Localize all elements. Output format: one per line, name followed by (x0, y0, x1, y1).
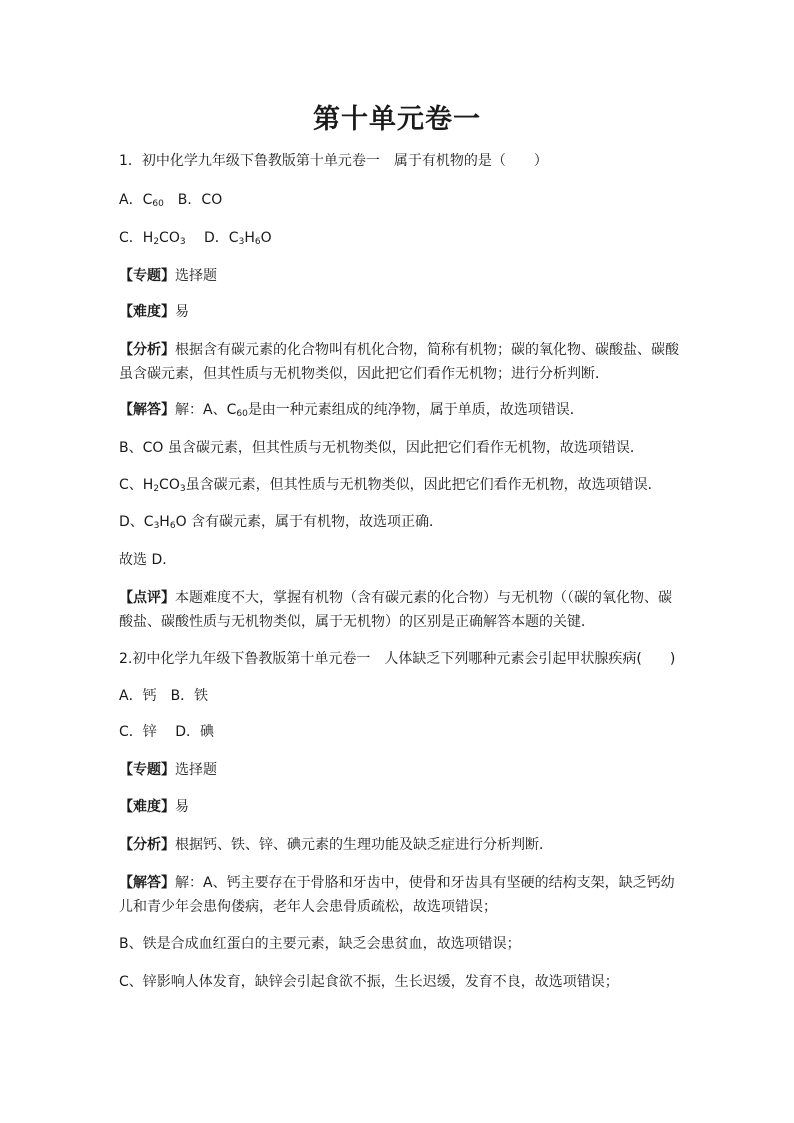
option-c-subscript: 2 (153, 237, 160, 247)
option-d-subscript: 3 (238, 237, 245, 247)
question-2-stem: 2.初中化学九年级下鲁教版第十单元卷一 人体缺乏下列哪种元素会引起甲状腺疾病( ) (119, 651, 676, 667)
analysis-tag: 【分析】 (119, 837, 175, 853)
answer-text: CO (159, 477, 180, 493)
difficulty-value: 易 (175, 799, 189, 815)
answer-subscript: 2 (153, 484, 160, 494)
analysis-tag: 【分析】 (119, 342, 175, 358)
question-1-comment-line-1 (119, 586, 679, 611)
question-2-answer-a-line-1 (119, 871, 679, 896)
question-2-answer-c: C、锌影响人体发育，缺锌会引起食欲不振，生长迟缓，发育不良，故选项错误； (119, 974, 619, 990)
answer-text: 解：A、C (175, 402, 237, 418)
answer-text: C、H (119, 477, 154, 493)
option-d-text: O (260, 230, 272, 246)
topic-value: 选择题 (175, 268, 217, 284)
question-2-answer-a-line-2: 儿和青少年会患佝偻病，老年人会患骨质疏松，故选项错误； (119, 899, 497, 915)
question-1-difficulty (119, 300, 679, 325)
analysis-text: 根据含有碳元素的化合物叫有机化合物，简称有机物；碳的氧化物、碳酸盐、碳酸 (175, 342, 679, 358)
question-1-stem: 1．初中化学九年级下鲁教版第十单元卷一 属于有机物的是（ ） (119, 153, 548, 169)
analysis-text: 根据钙、铁、锌、碘元素的生理功能及缺乏症进行分析判断． (175, 837, 553, 853)
page-title: 第十单元卷一 (313, 104, 481, 135)
question-2-answer-b: B、铁是合成血红蛋白的主要元素，缺乏会患贫血，故选项错误； (119, 936, 521, 952)
option-a-text: A．C (119, 192, 153, 208)
option-d-text: H (244, 230, 255, 246)
question-1-options-ab (119, 188, 679, 213)
difficulty-value: 易 (175, 304, 189, 320)
question-1-analysis-line-2: 虽含碳元素，但其性质与无机物类似，因此把它们看作无机物；进行分析判断． (119, 366, 609, 382)
difficulty-tag: 【难度】 (119, 799, 175, 815)
question-2-topic (119, 758, 679, 783)
answer-subscript: 3 (179, 484, 186, 494)
comment-tag: 【点评】 (119, 590, 175, 606)
answer-text: D、C (119, 514, 154, 530)
comment-text: 本题难度不大，掌握有机物（含有碳元素的化合物）与无机物（（碳的氧化物、碳 (175, 590, 672, 606)
question-1-analysis-line-1 (119, 338, 679, 363)
answer-tag: 【解答】 (119, 402, 175, 418)
answer-subscript: 3 (153, 521, 160, 531)
answer-text: 虽含碳元素，但其性质与无机物类似，因此把它们看作无机物，故选项错误． (185, 477, 662, 493)
option-c-text: C．H (119, 230, 154, 246)
option-b-text: B．CO (163, 192, 223, 208)
topic-tag: 【专题】 (119, 268, 175, 284)
answer-text: 是由一种元素组成的纯净物，属于单质，故选项错误． (247, 402, 584, 418)
answer-subscript: 60 (236, 409, 248, 419)
question-2-options-ab: A．钙 B．铁 (119, 688, 209, 704)
option-d-text: D．C (185, 230, 239, 246)
question-1-answer-c (119, 473, 679, 498)
question-1-answer-d (119, 510, 679, 535)
option-c-text: CO (159, 230, 180, 246)
question-2-difficulty (119, 795, 679, 820)
question-1-answer-a (119, 398, 679, 423)
topic-value: 选择题 (175, 762, 217, 778)
difficulty-tag: 【难度】 (119, 304, 175, 320)
question-1-answer-b: B、CO 虽含碳元素，但其性质与无机物类似，因此把它们看作无机物，故选项错误． (119, 440, 644, 456)
question-1-options-cd (119, 226, 679, 251)
option-c-subscript: 3 (179, 237, 186, 247)
question-1-topic (119, 264, 679, 289)
question-1-comment-line-2: 酸盐、碳酸性质与无机物类似，属于无机物）的区别是正确解答本题的关键． (119, 614, 595, 630)
answer-subscript: 6 (169, 521, 176, 531)
question-2-analysis (119, 833, 679, 858)
question-2-options-cd: C．锌 D．碘 (119, 724, 215, 740)
answer-text: 解：A、钙主要存在于骨胳和牙齿中，使骨和牙齿具有坚硬的结构支架，缺乏钙幼 (175, 875, 675, 891)
option-d-subscript: 6 (254, 237, 261, 247)
option-a-subscript: 60 (152, 199, 164, 209)
answer-tag: 【解答】 (119, 875, 175, 891)
answer-text: O 含有碳元素，属于有机物，故选项正确． (175, 514, 444, 530)
question-1-final-choice: 故选 D． (119, 552, 177, 568)
topic-tag: 【专题】 (119, 762, 175, 778)
answer-text: H (159, 514, 170, 530)
